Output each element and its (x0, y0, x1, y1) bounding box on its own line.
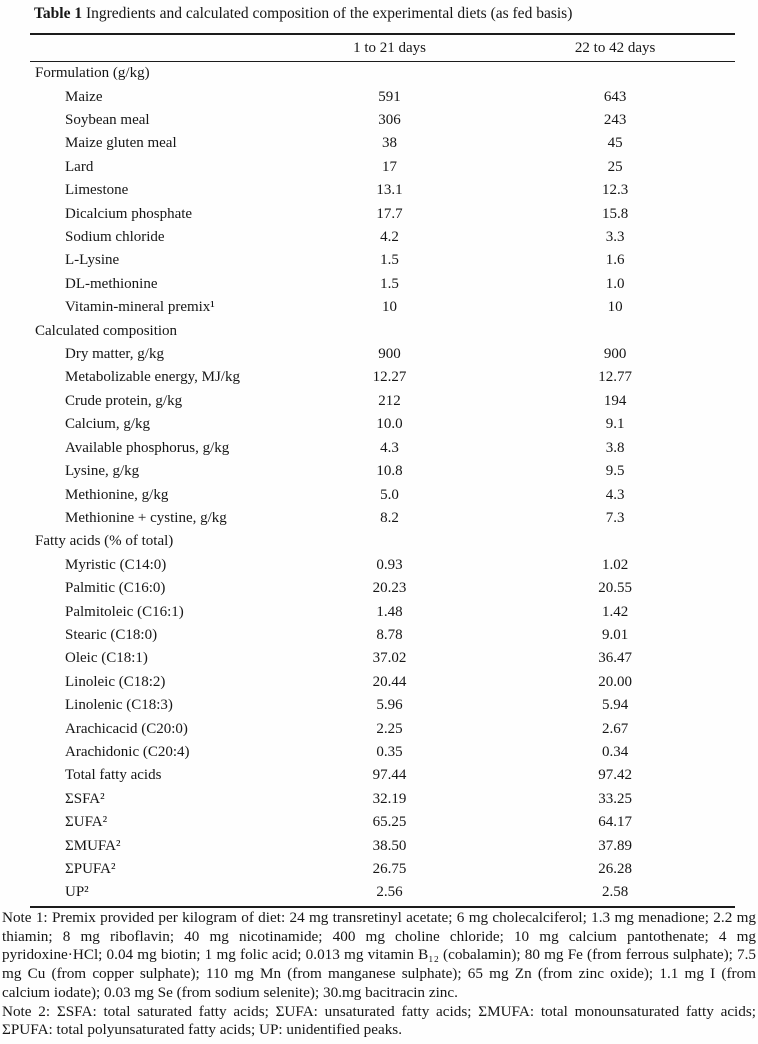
row-label: Oleic (C18:1) (65, 650, 148, 667)
value-period-1: 212 (378, 392, 401, 409)
row-label: Sodium chloride (65, 229, 165, 246)
table-row (30, 600, 735, 623)
table-row (30, 273, 735, 296)
value-period-1: 0.35 (376, 743, 403, 760)
section-header-row (30, 319, 735, 342)
table-row (30, 390, 735, 413)
value-period-1: 8.2 (380, 509, 399, 526)
row-label: Palmitic (C16:0) (65, 580, 166, 597)
value-period-2: 12.3 (602, 182, 629, 199)
value-period-1: 37.02 (372, 650, 407, 667)
value-period-1: 4.2 (380, 229, 399, 246)
value-period-2: 900 (603, 346, 627, 363)
value-period-2: 2.67 (602, 720, 629, 737)
value-period-1: 5.96 (376, 697, 403, 714)
footnotes (2, 909, 756, 1040)
value-period-2: 9.5 (605, 463, 625, 480)
table-row (30, 834, 735, 857)
table-body (30, 62, 735, 906)
value-period-1: 20.23 (372, 580, 407, 597)
row-label: Stearic (C18:0) (65, 626, 158, 643)
table-row (30, 156, 735, 179)
value-period-1: 10 (382, 299, 398, 316)
value-period-1: 38 (382, 135, 398, 152)
value-period-1: 2.56 (376, 884, 403, 901)
value-period-2: 3.8 (605, 439, 625, 456)
value-period-2: 1.02 (602, 556, 629, 573)
row-label: Soybean meal (65, 112, 150, 129)
value-period-1: 591 (378, 88, 401, 105)
value-period-1: 900 (378, 346, 401, 363)
row-label: Myristic (C14:0) (65, 556, 167, 573)
diet-table (30, 33, 735, 908)
table-bottom-rule (30, 906, 735, 908)
footnote-2: Note 2: ΣSFA: total saturated fatty acids; ΣUFA: unsaturated fatty acids; ΣMUFA: total monounsaturated fatty acids; ΣPUFA: total polyunsaturated fatty acids; UP: unidentified peaks. (2, 1002, 756, 1039)
row-label: Dicalcium phosphate (65, 205, 193, 222)
value-period-2: 243 (603, 112, 627, 129)
table-row (30, 507, 735, 530)
table-row (30, 577, 735, 600)
value-period-1: 17.7 (376, 205, 403, 222)
table-row (30, 460, 735, 483)
section-header-label: Fatty acids (% of total) (35, 533, 174, 550)
value-period-1: 20.44 (372, 673, 407, 690)
row-label: UP² (65, 884, 89, 901)
value-period-1: 17 (382, 158, 398, 175)
table-row (30, 764, 735, 787)
value-period-1: 10.0 (376, 416, 403, 433)
table-row (30, 741, 735, 764)
row-label: ΣMUFA² (65, 837, 121, 854)
value-period-2: 194 (603, 392, 627, 409)
value-period-1: 1.48 (376, 603, 403, 620)
value-period-2: 64.17 (598, 814, 633, 831)
value-period-1: 65.25 (372, 814, 407, 831)
row-label: Vitamin-mineral premix¹ (65, 299, 215, 316)
value-period-2: 3.3 (605, 229, 625, 246)
value-period-1: 1.5 (380, 252, 399, 269)
value-period-1: 10.8 (376, 463, 403, 480)
value-period-1: 12.27 (372, 369, 407, 386)
value-period-2: 1.0 (605, 275, 625, 292)
value-period-1: 1.5 (380, 275, 399, 292)
value-period-1: 5.0 (380, 486, 399, 503)
row-label: Calcium, g/kg (65, 416, 150, 433)
value-period-2: 643 (603, 88, 627, 105)
value-period-1: 2.25 (376, 720, 403, 737)
value-period-2: 20.55 (598, 580, 633, 597)
row-label: Crude protein, g/kg (65, 392, 183, 409)
value-period-1: 4.3 (380, 439, 399, 456)
value-period-2: 26.28 (598, 861, 633, 878)
row-label: DL-methionine (65, 275, 158, 292)
row-label: Lard (65, 158, 94, 175)
table-row (30, 881, 735, 904)
value-period-2: 97.42 (598, 767, 633, 784)
row-label: Limestone (65, 182, 129, 199)
column-header-period-1: 1 to 21 days (353, 39, 426, 56)
section-header-label: Formulation (g/kg) (35, 65, 150, 82)
value-period-2: 45 (607, 135, 623, 152)
value-period-2: 10 (607, 299, 623, 316)
value-period-2: 7.3 (605, 509, 625, 526)
value-period-2: 2.58 (602, 884, 629, 901)
table-row (30, 132, 735, 155)
value-period-1: 32.19 (372, 790, 407, 807)
table-row (30, 671, 735, 694)
value-period-2: 4.3 (605, 486, 625, 503)
value-period-2: 0.34 (602, 743, 629, 760)
value-period-2: 25 (607, 158, 623, 175)
value-period-1: 306 (378, 112, 401, 129)
table-row (30, 249, 735, 272)
value-period-2: 9.1 (605, 416, 625, 433)
value-period-2: 20.00 (598, 673, 633, 690)
table-row (30, 811, 735, 834)
table-row (30, 647, 735, 670)
section-header-row (30, 530, 735, 553)
row-label: Methionine + cystine, g/kg (65, 509, 227, 526)
row-label: ΣPUFA² (65, 861, 116, 878)
table-title-number: Table 1 (34, 5, 83, 22)
value-period-2: 1.42 (602, 603, 629, 620)
table-row (30, 413, 735, 436)
table-row (30, 109, 735, 132)
table-row (30, 226, 735, 249)
row-label: Linoleic (C18:2) (65, 673, 166, 690)
row-label: Arachidonic (C20:4) (65, 743, 190, 760)
row-label: Methionine, g/kg (65, 486, 169, 503)
row-label: Palmitoleic (C16:1) (65, 603, 184, 620)
value-period-1: 8.78 (376, 626, 403, 643)
column-header-period-2: 22 to 42 days (574, 39, 656, 56)
row-label: Maize gluten meal (65, 135, 177, 152)
table-row (30, 554, 735, 577)
table-title (34, 5, 572, 23)
row-label: Linolenic (C18:3) (65, 697, 173, 714)
table-row (30, 85, 735, 108)
table-row (30, 437, 735, 460)
value-period-2: 9.01 (602, 626, 629, 643)
value-period-2: 33.25 (598, 790, 633, 807)
row-label: Arachicacid (C20:0) (65, 720, 188, 737)
table-row (30, 366, 735, 389)
table-row (30, 788, 735, 811)
table-row (30, 343, 735, 366)
table-row (30, 858, 735, 881)
value-period-2: 15.8 (602, 205, 629, 222)
value-period-2: 36.47 (598, 650, 633, 667)
row-label: L-Lysine (65, 252, 120, 269)
value-period-1: 13.1 (376, 182, 403, 199)
value-period-2: 5.94 (602, 697, 629, 714)
table-title-text: Ingredients and calculated composition of the experimental diets (as fed basis) (82, 5, 573, 22)
value-period-1: 38.50 (372, 837, 407, 854)
row-label: Lysine, g/kg (65, 463, 140, 480)
value-period-1: 26.75 (372, 861, 407, 878)
table-row (30, 483, 735, 506)
table-row (30, 624, 735, 647)
value-period-1: 97.44 (372, 767, 407, 784)
table-header-row (30, 35, 735, 61)
row-label: Maize (65, 88, 103, 105)
table-row (30, 717, 735, 740)
row-label: Available phosphorus, g/kg (65, 439, 230, 456)
row-label: Total fatty acids (65, 767, 162, 784)
table-row (30, 202, 735, 225)
table-row (30, 694, 735, 717)
value-period-2: 12.77 (598, 369, 633, 386)
table-row (30, 296, 735, 319)
footnote-1: Note 1: Premix provided per kilogram of diet: 24 mg transretinyl acetate; 6 mg cholecalciferol; 1.3 mg menadione; 2.2 mg thiamin; 8 mg riboflavin; 40 mg nicotinamide; 400 mg choline chloride; 10 mg calcium pantothenate; 4 mg pyridoxine·HCl; 0.04 mg biotin; 1 mg folic acid; 0.013 mg vitamin B₁₂ (cobalamin); 80 mg Fe (from ferrous sulphate); 7.5 mg Cu (from copper sulphate); 110 mg Mn (from manganese sulphate); 65 mg Zn (from zinc oxide); 1.1 mg I (from calcium iodate); 0.03 mg Se (from sodium selenite); 30.mg bacitracin zinc. (2, 909, 756, 1001)
value-period-1: 0.93 (376, 556, 403, 573)
table-row (30, 179, 735, 202)
value-period-2: 37.89 (598, 837, 633, 854)
row-label: Metabolizable energy, MJ/kg (65, 369, 240, 386)
value-period-2: 1.6 (605, 252, 625, 269)
section-header-row (30, 62, 735, 85)
row-label: ΣUFA² (65, 814, 108, 831)
row-label: Dry matter, g/kg (65, 346, 164, 363)
section-header-label: Calculated composition (35, 322, 178, 339)
row-label: ΣSFA² (65, 790, 105, 807)
